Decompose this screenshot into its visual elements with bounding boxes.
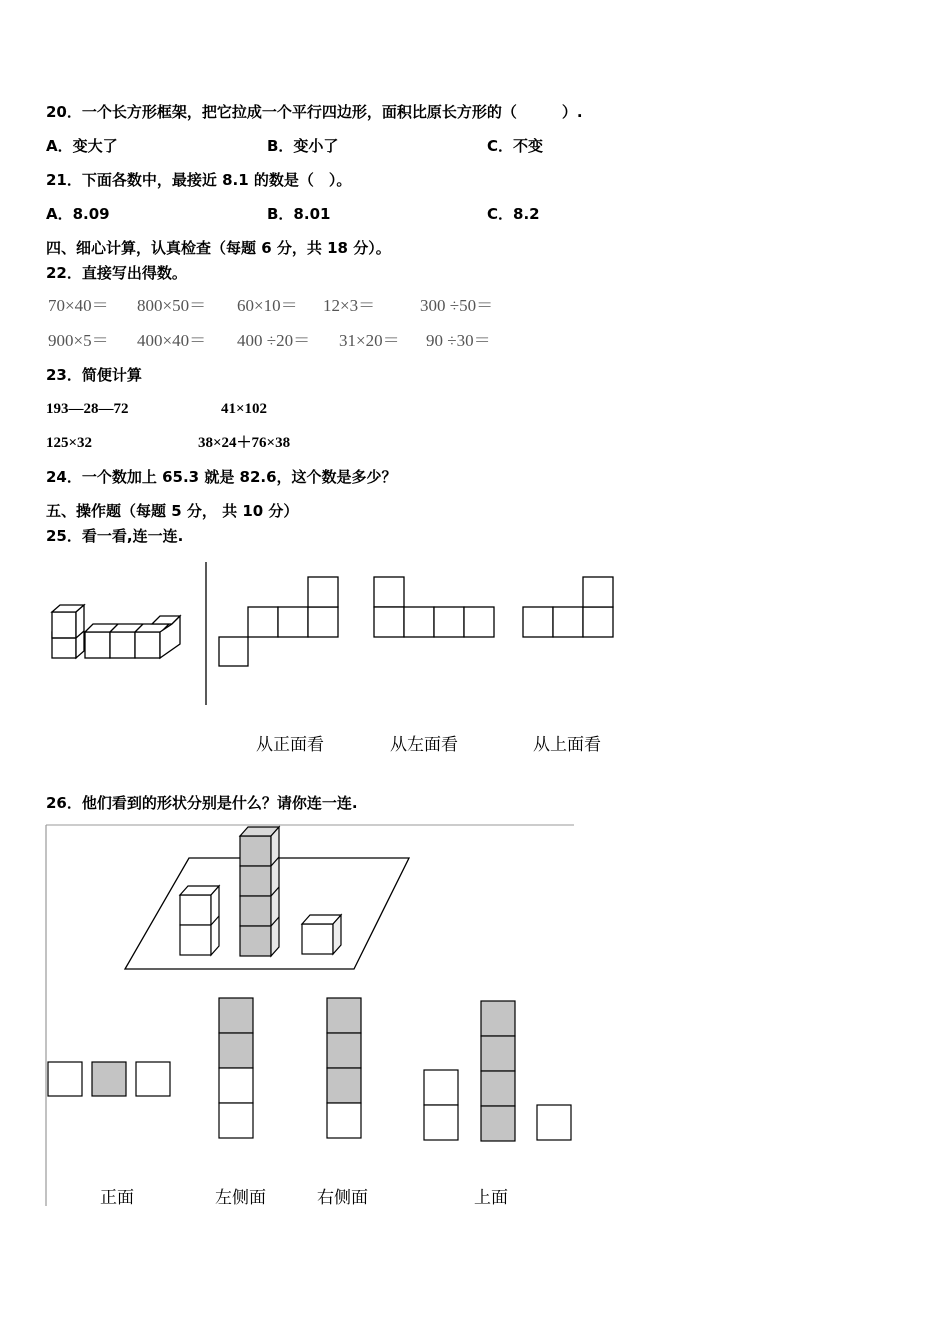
q26-shape-column-b [327, 998, 361, 1138]
q26-caption-front: 正面 [100, 1188, 134, 1208]
q25-view-option-1 [219, 577, 338, 666]
q20-option-a: A．变大了 [46, 137, 118, 155]
q26-cube-right [302, 915, 341, 954]
section4-title: 四、细心计算，认真检查（每题 6 分，共 18 分）。 [46, 239, 391, 257]
q22-row1-item3: 60×10＝ [237, 296, 298, 315]
q25-solid [52, 605, 180, 658]
q20-stem: 20．一个长方形框架，把它拉成一个平行四边形，面积比原长方形的（ ）. [46, 103, 583, 121]
q25-stem: 25．看一看,连一连. [46, 527, 184, 545]
q26-shape-row [48, 1062, 170, 1096]
q26-caption-left-side: 左侧面 [215, 1188, 266, 1208]
q26-stack-tall [240, 827, 279, 956]
q26-caption-top: 上面 [474, 1188, 508, 1208]
q21-option-a: A．8.09 [46, 205, 110, 223]
q22-row1-item4: 12×3＝ [323, 296, 376, 315]
q25-view-option-2 [374, 577, 494, 637]
q22-row2-item4: 31×20＝ [339, 331, 400, 350]
q22-row2-item1: 900×5＝ [48, 331, 109, 350]
q22-row1-item5: 300 ÷50＝ [420, 296, 494, 315]
q25-caption-left: 从左面看 [390, 735, 458, 755]
q22-row2-item2: 400×40＝ [137, 331, 207, 350]
q22-stem: 22．直接写出得数。 [46, 264, 187, 282]
q21-option-c: C．8.2 [487, 205, 540, 223]
q23-stem: 23．简便计算 [46, 366, 142, 384]
q25-caption-front: 从正面看 [256, 735, 324, 755]
q23-item2: 41×102 [221, 401, 268, 417]
q26-caption-right-side: 右侧面 [317, 1188, 368, 1208]
q26-stack-left [180, 886, 219, 955]
q20-option-b: B．变小了 [267, 137, 339, 155]
q21-option-b: B．8.01 [267, 205, 331, 223]
q22-row2-item5: 90 ÷30＝ [426, 331, 491, 350]
q25-view-option-3 [523, 577, 613, 637]
q22-row1-item2: 800×50＝ [137, 296, 207, 315]
q25-caption-top: 从上面看 [533, 735, 601, 755]
q21-stem: 21．下面各数中，最接近 8.1 的数是（ ）。 [46, 171, 352, 189]
section5-title: 五、操作题（每题 5 分， 共 10 分） [46, 502, 299, 520]
q22-row1-item1: 70×40＝ [48, 296, 109, 315]
q23-item4: 38×24＋76×38 [198, 435, 291, 451]
q26-shape-group [424, 1001, 571, 1141]
q26-stem: 26．他们看到的形状分别是什么？请你连一连. [46, 794, 358, 812]
q26-shape-column-a [219, 998, 253, 1138]
q24-stem: 24．一个数加上 65.3 就是 82.6，这个数是多少？ [46, 468, 397, 486]
q23-item1: 193—28—72 [46, 401, 129, 417]
q20-option-c: C．不变 [487, 137, 544, 155]
q22-row2-item3: 400 ÷20＝ [237, 331, 311, 350]
q26-figure [44, 822, 576, 1208]
q25-figure [40, 560, 640, 710]
q23-item3: 125×32 [46, 435, 93, 451]
